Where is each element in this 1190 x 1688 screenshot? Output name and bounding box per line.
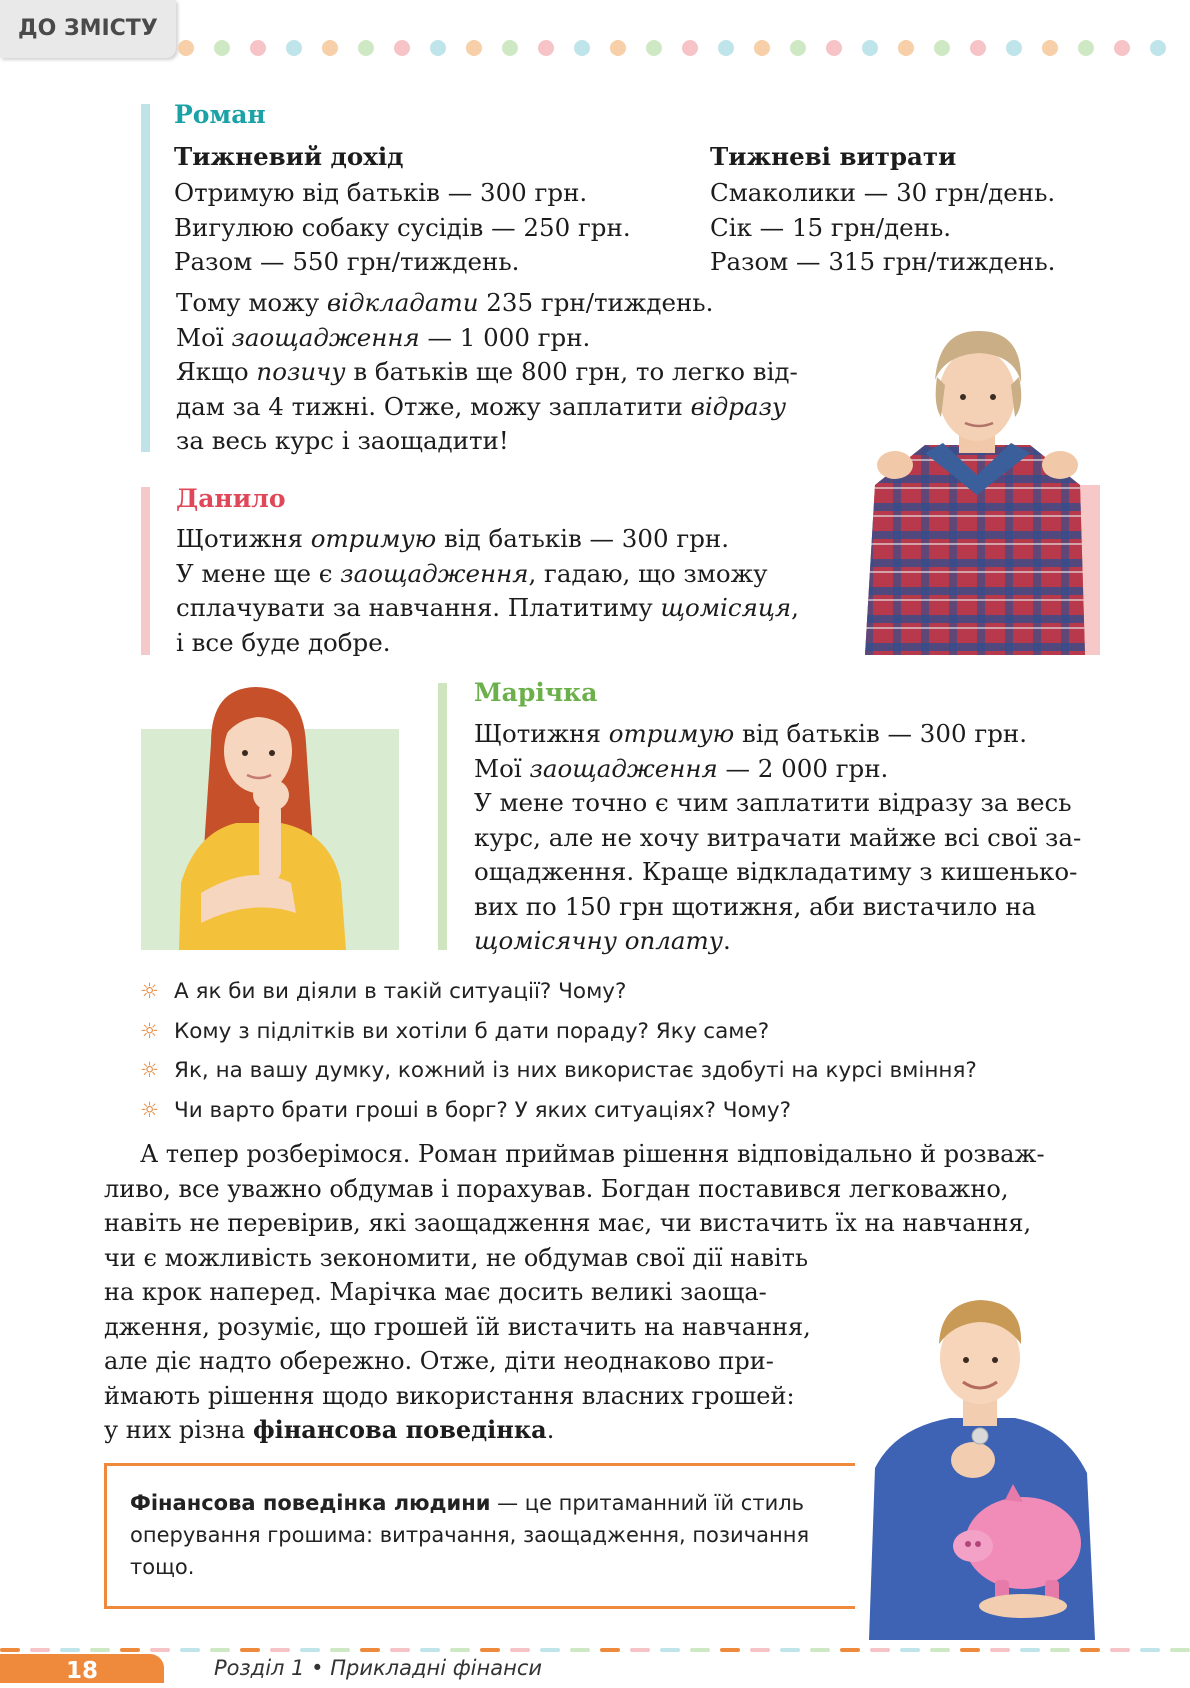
dash [510,1648,530,1652]
dash [1080,1648,1100,1652]
question-list [140,972,977,1130]
roman-expense-line: Сік — 15 грн/день. [710,212,952,242]
dash [480,1648,500,1652]
dash [930,1648,950,1652]
dot [970,40,986,56]
dash [360,1648,380,1652]
analysis-line: чи є можливість зекономити, не обдумав свої дії навіть [104,1243,809,1272]
dash [60,1648,80,1652]
roman-text [176,286,798,459]
question-text: Як, на вашу думку, кожний із них використає здобуті на курсі вміння? [174,1058,977,1083]
dot [178,40,194,56]
dash [240,1648,260,1652]
text-line: Мої заощадження — 2 000 грн. [474,753,889,783]
key-term: фінансова поведінка [252,1415,547,1444]
dash [420,1648,440,1652]
emphasis: заощадження [529,753,718,783]
toc-link[interactable]: ДО ЗМІСТУ [0,0,176,58]
roman-expense-line: Разом — 315 грн/тиждень. [710,247,1056,276]
sun-bullet-icon: ☼ [140,1097,159,1122]
dot [286,40,302,56]
roman-expense-list [710,176,1055,280]
text-line: У мене точно є чим заплатити відразу за весь [474,788,1072,817]
dot [430,40,446,56]
roman-photo [855,325,1100,655]
dot [322,40,338,56]
piggy-bank-photo [855,1288,1105,1640]
question-item [140,1091,977,1131]
decorative-dots [178,40,1188,58]
analysis-line: на крок наперед. Марічка має досить великі заоща- [104,1278,767,1306]
dot [466,40,482,56]
roman-income-list [174,176,631,280]
dot [538,40,554,56]
dash [630,1648,650,1652]
dash [1020,1648,1040,1652]
marichka-accent-bar [438,683,447,950]
dash [720,1648,740,1652]
text-line: за весь курс і заощадити! [176,426,509,455]
dash [150,1648,170,1652]
dot [1006,40,1022,56]
dash [300,1648,320,1652]
roman-income-line: Отримую від батьків — 300 грн. [174,178,588,207]
page-number: 18 [0,1654,164,1683]
question-text: Кому з підлітків ви хотіли б дати пораду? Яку саме? [174,1018,770,1044]
roman-income-title: Тижневий дохід [174,142,404,171]
dot [250,40,266,56]
dot [826,40,842,56]
dot [754,40,770,56]
emphasis: позичу [256,357,346,386]
dash [90,1648,110,1652]
text-line: щомісячну оплату. [474,926,731,955]
roman-income-line: Вигулюю собаку сусідів — 250 грн. [174,212,631,242]
text-line: У мене ще є заощадження, гадаю, що зможу [176,558,768,588]
question-item [140,972,977,1012]
dot [790,40,806,56]
dash [0,1648,20,1652]
sun-bullet-icon: ☼ [140,1058,159,1082]
roman-income-line: Разом — 550 грн/тиждень. [174,247,520,276]
boy-piggy-illustration [855,1288,1105,1640]
text-line: ощадження. Краще відкладатиму з кишенько- [474,857,1078,886]
danylo-name: Данило [176,484,286,513]
analysis-line: у них різна фінансова поведінка. [104,1415,555,1444]
emphasis: відкладати [326,288,479,317]
text-line: Мої заощадження — 1 000 грн. [176,322,591,352]
text-line: Щотижня отримую від батьків — 300 грн. [176,524,729,553]
dot [574,40,590,56]
dash [1110,1648,1130,1652]
text-line: курс, але не хочу витрачати майже всі свої за- [474,822,1082,852]
roman-accent-bar [141,104,150,452]
definition-body: — це притаманний їй стиль оперування грошима: витрачання, заощадження, позичання тощо. [130,1491,810,1579]
text-line: дам за 4 тижні. Отже, можу заплатити відразу [176,391,787,421]
emphasis: отримую [608,719,735,748]
dash [330,1648,350,1652]
dash [990,1648,1010,1652]
dash [810,1648,830,1652]
dash [570,1648,590,1652]
footer-chapter-title: Розділ 1 • Прикладні фінанси [214,1656,543,1680]
roman-name: Роман [174,100,266,129]
analysis-line: А тепер розберімося. Роман приймав рішення відповідально й розваж- [140,1140,1045,1168]
dash [690,1648,710,1652]
dot [358,40,374,56]
dash [390,1648,410,1652]
text-line: Щотижня отримую від батьків — 300 грн. [474,719,1027,748]
definition-term: Фінансова поведінка людини [130,1491,491,1515]
text-line: сплачувати за навчання. Платитиму щомісяця, [176,593,799,622]
sun-bullet-icon: ☼ [140,979,159,1003]
dot [682,40,698,56]
dash [1050,1648,1070,1652]
dot [718,40,734,56]
analysis-line: ливо, все уважно обдумав і порахував. Богдан поставився легковажно, [104,1174,1009,1203]
dash [30,1648,50,1652]
dash [210,1648,230,1652]
marichka-photo [141,683,401,950]
dot [394,40,410,56]
dash [120,1648,140,1652]
emphasis: відразу [690,391,787,421]
danylo-text [176,522,799,660]
dot [1042,40,1058,56]
dash [450,1648,470,1652]
girl-illustration [141,683,401,950]
question-text: А як би ви діяли в такій ситуації? Чому? [174,979,627,1004]
emphasis: заощадження [231,322,420,352]
dot [934,40,950,56]
text-line: Якщо позичу в батьків ще 800 грн, то легко від- [176,357,798,386]
marichka-name: Марічка [474,678,598,707]
roman-expense-line: Смаколики — 30 грн/день. [710,178,1056,207]
dot [1150,40,1166,56]
text-line: Тому можу відкладати 235 грн/тиждень. [176,288,714,317]
definition-text [130,1487,850,1583]
dash [870,1648,890,1652]
dot [646,40,662,56]
dash [660,1648,680,1652]
dash [900,1648,920,1652]
dot [898,40,914,56]
dash [840,1648,860,1652]
dot [862,40,878,56]
boy-illustration [855,325,1100,655]
marichka-text [474,717,1081,959]
footer-dashed-line [0,1648,1190,1652]
emphasis: заощадження [340,558,529,588]
analysis-line: навіть не перевірив, які заощадження має, чи вистачить їх на навчання, [104,1209,1032,1237]
analysis-line: дження, розуміє, що грошей їй вистачить на навчання, [104,1312,811,1341]
dot [502,40,518,56]
question-item [140,1051,977,1091]
dash [540,1648,560,1652]
dash [180,1648,200,1652]
emphasis: отримую [310,524,437,553]
dot [214,40,230,56]
sun-bullet-icon: ☼ [140,1018,159,1043]
dash [270,1648,290,1652]
dash [1140,1648,1160,1652]
dot [1114,40,1130,56]
dash [780,1648,800,1652]
dash [1170,1648,1190,1652]
question-item [140,1012,977,1052]
dash [750,1648,770,1652]
question-text: Чи варто брати гроші в борг? У яких ситуаціях? Чому? [174,1097,792,1123]
dot [610,40,626,56]
emphasis: щомісячну оплату [474,926,723,955]
roman-expenses-title: Тижневі витрати [710,142,957,171]
dot [1078,40,1094,56]
dash [600,1648,620,1652]
emphasis: щомісяця [660,593,792,622]
analysis-line: але діє надто обережно. Отже, діти неоднаково при- [104,1347,774,1375]
dash [960,1648,980,1652]
analysis-line: ймають рішення щодо використання власних грошей: [104,1381,795,1410]
danylo-accent-bar [141,487,150,655]
text-line: вих по 150 грн щотижня, аби вистачило на [474,891,1037,921]
text-line: і все буде добре. [176,627,391,657]
